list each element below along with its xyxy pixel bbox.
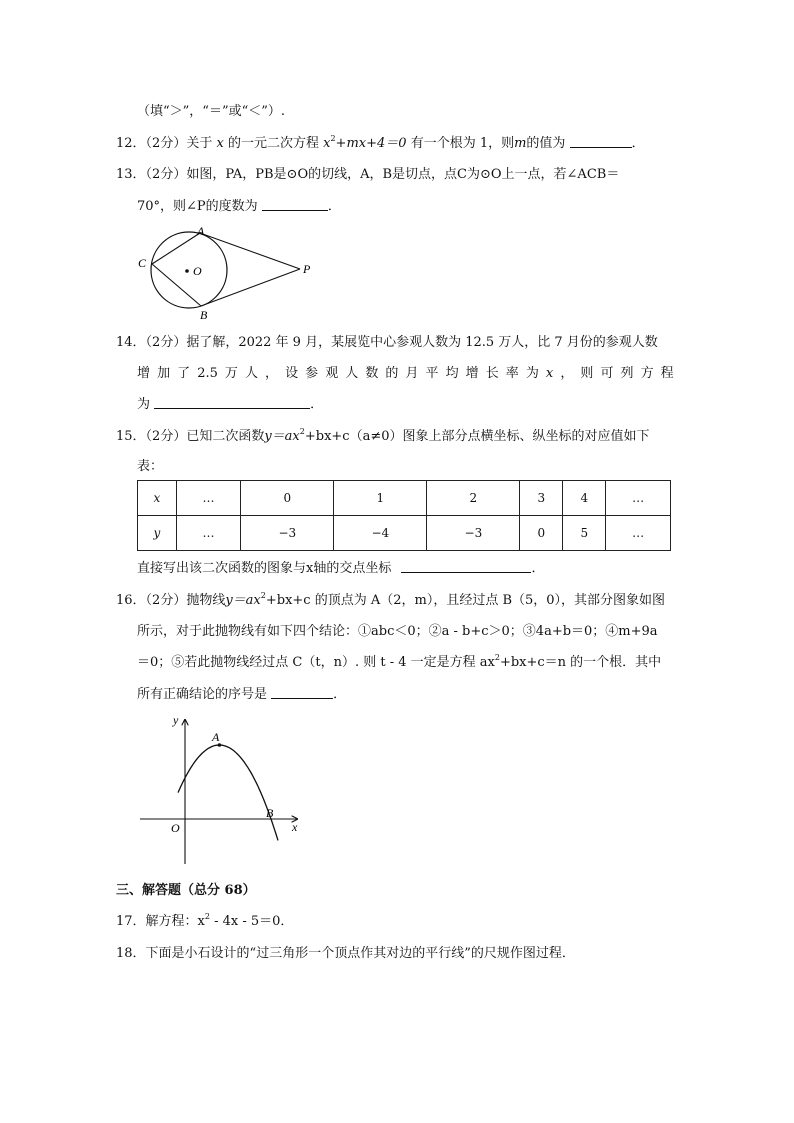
label-a: A bbox=[197, 224, 205, 238]
table-cell: 4 bbox=[563, 481, 606, 516]
tangent-pa bbox=[200, 233, 300, 269]
justified-char: 平 bbox=[425, 366, 439, 381]
center-dot bbox=[185, 269, 189, 273]
answer-blank-16[interactable] bbox=[271, 686, 333, 699]
question-13-line2: 70°，则∠P的度数为 ． bbox=[137, 199, 341, 214]
justified-char: 增 bbox=[465, 366, 479, 381]
question-16-line2: 所示，对于此抛物线有如下四个结论：①abc＜0；②a - b+c＞0；③4a+b＝0；④m+9a bbox=[137, 624, 658, 639]
question-16-line1: 16．（2分）抛物线$y=ax^2+bx+c$ 的顶点为 A（2，m），且经过点 B（5，0），其部分图象如图 bbox=[116, 591, 666, 608]
table-row-y bbox=[138, 516, 671, 551]
table-cell: −3 bbox=[241, 516, 334, 551]
question-13-line1: 13．（2分）如图，PA，PB是⊙O的切线，A，B是切点，点C为⊙O上一点，若∠ACB＝ bbox=[116, 167, 620, 182]
answer-blank-14[interactable] bbox=[154, 396, 310, 409]
table-cell: 5 bbox=[563, 516, 606, 551]
table-cell: 0 bbox=[520, 516, 563, 551]
justified-char: 万 bbox=[224, 366, 238, 381]
justified-char: 人 bbox=[244, 366, 258, 381]
vertex-label-a: A bbox=[212, 730, 220, 744]
justified-char: 人 bbox=[345, 366, 359, 381]
parabola-figure bbox=[135, 712, 315, 868]
justified-char: 可 bbox=[600, 366, 614, 381]
parabola-curve bbox=[178, 745, 278, 840]
question-16-line4: 所有正确结论的序号是 ． bbox=[137, 687, 347, 702]
justified-char: 月 bbox=[405, 366, 419, 381]
table-cell: y bbox=[138, 516, 177, 551]
answer-blank-15[interactable] bbox=[401, 560, 531, 573]
chord-ca bbox=[152, 233, 200, 264]
table-cell: 3 bbox=[520, 481, 563, 516]
circle-o bbox=[151, 232, 227, 308]
table-cell: … bbox=[176, 481, 241, 516]
axis-label-y: y bbox=[173, 713, 179, 727]
justified-char: 观 bbox=[325, 366, 339, 381]
table-cell: x bbox=[138, 481, 177, 516]
table-cell: −3 bbox=[427, 516, 520, 551]
justified-char: 列 bbox=[620, 366, 634, 381]
table-cell: … bbox=[176, 516, 241, 551]
justified-char: ， bbox=[265, 366, 279, 381]
justified-char: x bbox=[545, 366, 554, 381]
table-cell: −4 bbox=[334, 516, 427, 551]
question-15-line2: 表： bbox=[137, 459, 164, 474]
question-14-line2 bbox=[137, 365, 674, 383]
axis-label-x: x bbox=[292, 820, 298, 834]
justified-char: 均 bbox=[445, 366, 459, 381]
value-table bbox=[137, 480, 671, 551]
question-15-line1: 15．（2分）已知二次函数$y=ax^2+bx+c(a\ne 0)$图象上部分点横坐标、纵坐标的对应值如下 bbox=[116, 427, 650, 444]
point-label-b: B bbox=[266, 806, 274, 820]
question-15-after: 直接写出该二次函数的图象与x轴的交点坐标 ． bbox=[137, 561, 545, 576]
section-heading: 三、解答题（总分 68） bbox=[116, 883, 256, 898]
justified-char: ， bbox=[560, 366, 574, 381]
justified-char: 了 bbox=[177, 366, 191, 381]
circle-tangent-figure bbox=[135, 222, 325, 322]
justified-char: 参 bbox=[305, 366, 319, 381]
justified-char: 增 bbox=[137, 366, 151, 381]
question-16-line3: ＝0；⑤若此抛物线经过点 C（t，n）. 则 t - 4 一定是方程 $ax^2+bx+c=n$ 的一个根．其中 bbox=[137, 653, 662, 670]
justified-char: 方 bbox=[640, 366, 654, 381]
justified-char: 设 bbox=[285, 366, 299, 381]
question-17: 17．解方程：$x^2 - 4x - 5=0$． bbox=[116, 912, 294, 929]
justified-char: 则 bbox=[580, 366, 594, 381]
question-14-line1: 14．（2分）据了解，2022 年 9 月，某展览中心参观人数为 12.5 万人，比 7 月份的参观人数 bbox=[116, 335, 658, 350]
label-b: B bbox=[200, 308, 208, 322]
justified-char: 的 bbox=[385, 366, 399, 381]
justified-char: 程 bbox=[660, 366, 674, 381]
justified-char: 率 bbox=[505, 366, 519, 381]
tangent-pb bbox=[201, 269, 300, 306]
question-12: 12．（2分）关于 x 的一元二次方程 $x^2+mx+4=0$ 有一个根为 1，则m的值为 ． bbox=[116, 134, 645, 151]
table-cell: 1 bbox=[334, 481, 427, 516]
justified-char: 为 bbox=[525, 366, 539, 381]
justified-char: 加 bbox=[157, 366, 171, 381]
table-cell: … bbox=[606, 516, 671, 551]
label-o: O bbox=[193, 264, 202, 278]
justified-char: 长 bbox=[485, 366, 499, 381]
label-c: C bbox=[138, 256, 147, 270]
question-18: 18．下面是小石设计的“过三角形一个顶点作其对边的平行线”的尺规作图过程． bbox=[116, 946, 575, 961]
answer-blank-12[interactable] bbox=[570, 135, 632, 148]
answer-blank-13[interactable] bbox=[262, 198, 328, 211]
justified-char: 2.5 bbox=[197, 366, 218, 381]
table-cell: 0 bbox=[241, 481, 334, 516]
table-row-x bbox=[138, 481, 671, 516]
justified-char: 数 bbox=[365, 366, 379, 381]
table-cell: 2 bbox=[427, 481, 520, 516]
fill-hint: （填“＞”，“＝”或“＜”）. bbox=[137, 104, 286, 119]
origin-label: O bbox=[171, 821, 180, 835]
question-14-line3: 为 ． bbox=[137, 397, 324, 412]
table-cell: … bbox=[606, 481, 671, 516]
label-p: P bbox=[303, 262, 311, 276]
